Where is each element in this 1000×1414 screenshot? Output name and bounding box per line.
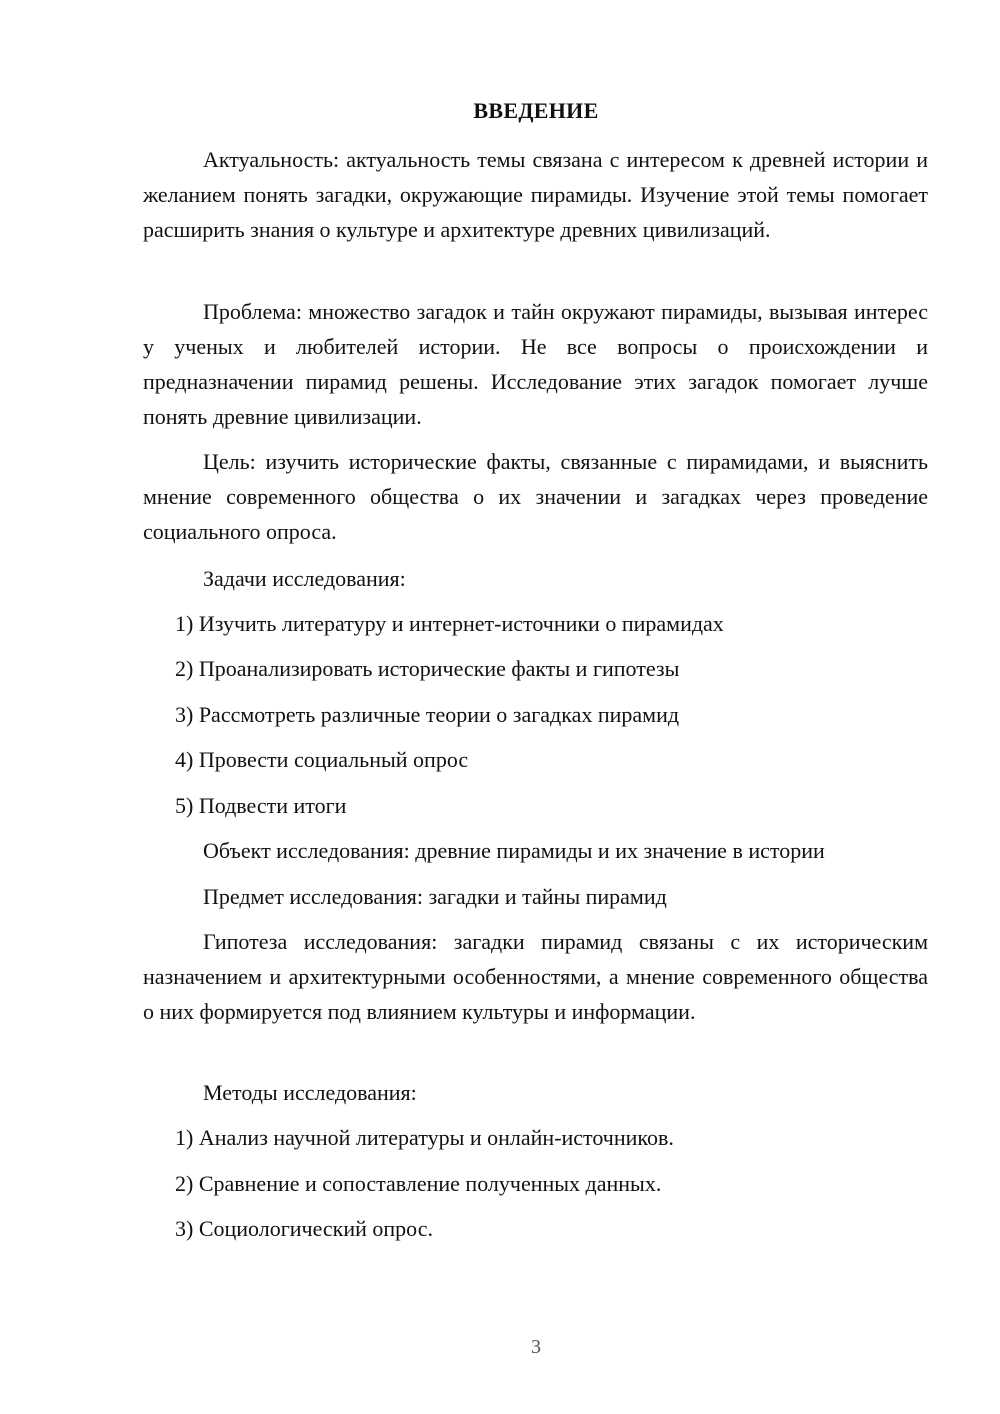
task-item-1: 1) Изучить литературу и интернет-источники о пирамидах bbox=[175, 611, 724, 636]
paragraph-goal: Цель: изучить исторические факты, связанные с пирамидами, и выяснить мнение современного общества о их значении и загадках через проведение социального опроса. bbox=[143, 449, 928, 544]
tasks-heading: Задачи исследования: bbox=[203, 566, 406, 591]
task-item-2: 2) Проанализировать исторические факты и гипотезы bbox=[175, 656, 680, 681]
section-heading: ВВЕДЕНИЕ bbox=[473, 98, 599, 123]
paragraph-hypothesis: Гипотеза исследования: загадки пирамид связаны с их историческим назначением и архитектурными особенностями, а мнение современного общества о них формируется под влиянием культуры и информации. bbox=[143, 929, 928, 1024]
task-item-4: 4) Провести социальный опрос bbox=[175, 747, 469, 772]
method-item-2: 2) Сравнение и сопоставление полученных данных. bbox=[175, 1171, 662, 1196]
method-item-3: 3) Социологический опрос. bbox=[175, 1216, 433, 1241]
research-subject: Предмет исследования: загадки и тайны пирамид bbox=[203, 884, 667, 909]
task-item-5: 5) Подвести итоги bbox=[175, 793, 347, 818]
methods-heading: Методы исследования: bbox=[203, 1080, 417, 1105]
method-item-1: 1) Анализ научной литературы и онлайн-источников. bbox=[175, 1125, 674, 1150]
paragraph-relevance: Актуальность: актуальность темы связана с интересом к древней истории и желанием понять загадки, окружающие пирамиды. Изучение этой темы помогает расширить знания о культуре и архитектуре древних цивилизаций. bbox=[143, 147, 928, 242]
task-item-3: 3) Рассмотреть различные теории о загадках пирамид bbox=[175, 702, 680, 727]
page-number: 3 bbox=[531, 1336, 541, 1358]
research-object: Объект исследования: древние пирамиды и их значение в истории bbox=[203, 838, 825, 863]
paragraph-problem: Проблема: множество загадок и тайн окружают пирамиды, вызывая интерес у ученых и любителей истории. Не все вопросы о происхождении и предназначении пирамид решены. Исследование этих загадок помогает лучше понять древние цивилизации. bbox=[143, 299, 928, 429]
